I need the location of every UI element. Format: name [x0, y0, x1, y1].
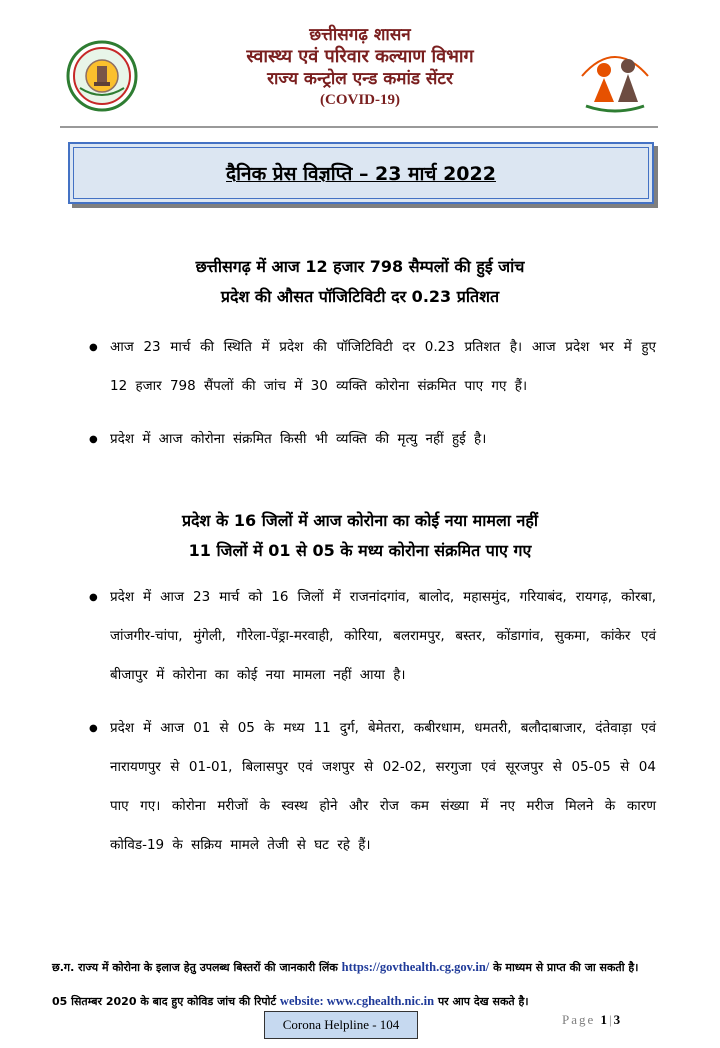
covid-label: (COVID-19): [320, 92, 400, 108]
press-release-title: दैनिक प्रेस विज्ञप्ति – 23 मार्च 2022: [226, 163, 496, 185]
cghealth-website-link[interactable]: website: www.cghealth.nic.in: [279, 994, 435, 1008]
letterhead: [0, 0, 720, 128]
section-heading-samples: [60, 252, 660, 312]
list-item: ● प्रदेश में आज कोरोना संक्रमित किसी भी व्यक्ति की मृत्यु नहीं हुई है।: [110, 420, 656, 459]
bullet-list: [110, 328, 656, 459]
list-item: ● प्रदेश में आज 23 मार्च को 16 जिलों में राजनांदगांव, बालोद, महासमुंद, गरियाबंद, रायगढ़, कोरबा, जांजगीर-चांपा, मुंगेली, गौरेला-पेंड्रा-मरवाही, कोरिया, बलरामपुर, बस्तर, कोंडागांव, सुकमा, कांकेर एवं बीजापुर में कोरोना का कोई नया मामला नहीं आया है।: [110, 578, 656, 695]
heading-line: प्रदेश के 16 जिलों में आज कोरोना का कोई नया मामला नहीं: [181, 511, 539, 530]
govthealth-link[interactable]: https://govthealth.cg.gov.in/: [341, 960, 490, 974]
government-name: छत्तीसगढ़ शासन: [309, 25, 411, 45]
page-number: Page 1|3: [562, 1012, 623, 1027]
heading-line: 11 जिलों में 01 से 05 के मध्य कोरोना संक्रमित पाए गए: [188, 541, 532, 560]
list-item: ● आज 23 मार्च की स्थिति में प्रदेश की पॉजिटिविटी दर 0.23 प्रतिशत है। आज प्रदेश भर में हुए 12 हजार 798 सैंपलों की जांच में 30 व्यक्ति कोरोना संक्रमित पाए गए हैं।: [110, 328, 656, 406]
swasthya-chhattisgarh-family-icon: [572, 36, 658, 120]
heading-line: प्रदेश की औसत पॉजिटिविटी दर 0.23 प्रतिशत: [220, 287, 500, 306]
department-heading: [150, 24, 570, 110]
footer-bed-info: छ.ग. राज्य में कोरोना के इलाज हेतु उपलब्ध बिस्तरों की जानकारी लिंक https://govthealth.cg.gov.in/ के माध्यम से प्राप्त की जा सकती है।: [52, 960, 639, 974]
bullet-list: [110, 578, 656, 865]
heading-line: छत्तीसगढ़ में आज 12 हजार 798 सैम्पलों की हुई जांच: [195, 257, 525, 276]
corona-helpline-box: Corona Helpline - 104: [264, 1011, 418, 1039]
chhattisgarh-state-emblem-icon: [66, 40, 138, 112]
control-centre-name: राज्य कन्ट्रोल एन्ड कमांड सेंटर: [267, 69, 453, 89]
department-name: स्वास्थ्य एवं परिवार कल्याण विभाग: [246, 46, 474, 67]
press-release-title-box: [68, 142, 654, 204]
footer-report-info: 05 सितम्बर 2020 के बाद हुए कोविड जांच की रिपोर्ट website: www.cghealth.nic.in पर आप देख सकते है।: [52, 994, 529, 1008]
section-heading-districts: [60, 506, 660, 566]
list-item: ● प्रदेश में आज 01 से 05 के मध्य 11 दुर्ग, बेमेतरा, कबीरधाम, धमतरी, बलौदाबाजार, दंतेवाड़ा एवं नारायणपुर से 01-01, बिलासपुर एवं जशपुर से 02-02, सरगुजा एवं सूरजपुर से 05-05 से 04 पाए गए। कोरोना मरीजों के स्वस्थ होने और रोज कम संख्या में नए मरीज मिलने के कारण कोविड-19 के सक्रिय मामले तेजी से घट रहे हैं।: [110, 709, 656, 865]
header-divider: [60, 126, 658, 128]
